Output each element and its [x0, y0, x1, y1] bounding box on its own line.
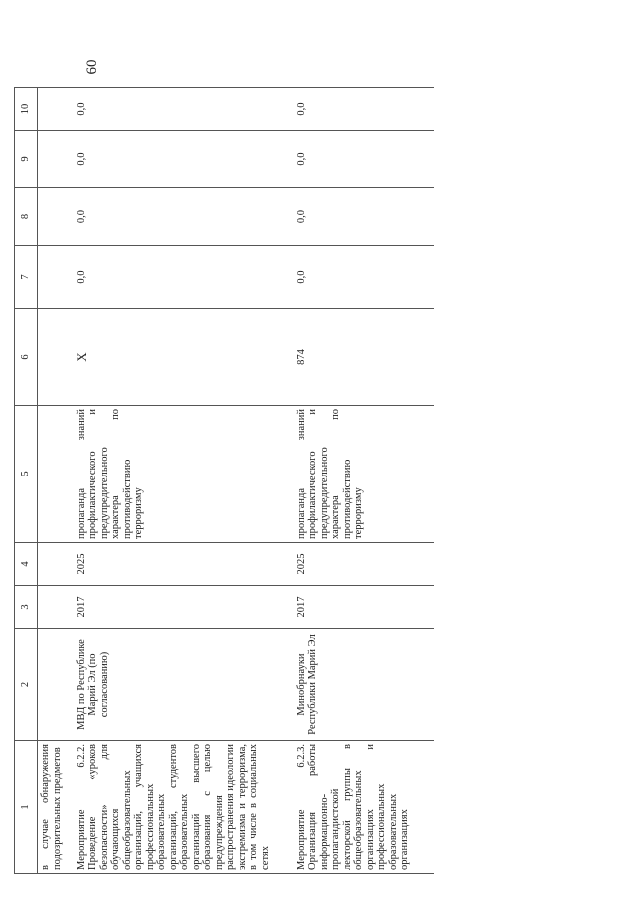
measure-cell: в случае обнаружения подозрительных предметов: [38, 741, 74, 874]
end-year-cell: 2025: [294, 543, 434, 586]
column-header-row: [15, 88, 38, 874]
executor-cell: Минобрнауки Республики Марий Эл: [294, 629, 434, 741]
column-header: 4: [15, 543, 38, 586]
value-cell: [38, 188, 74, 246]
value-cell: 0,0: [294, 131, 434, 188]
result-cell: пропаганда знаний профилактического и предупредительного характера по противодействию терроризму: [294, 406, 434, 543]
value-cell: [38, 246, 74, 309]
value-cell: [38, 131, 74, 188]
indicator-cell: 874: [294, 309, 434, 406]
executor-cell: [38, 629, 74, 741]
value-cell: 0,0: [74, 131, 294, 188]
end-year-cell: 2025: [74, 543, 294, 586]
column-header: 8: [15, 188, 38, 246]
column-header: 9: [15, 131, 38, 188]
indicator-cell: Х: [74, 309, 294, 406]
start-year-cell: 2017: [294, 586, 434, 629]
table-row: [74, 88, 294, 874]
indicator-cell: [38, 309, 74, 406]
column-header: 2: [15, 629, 38, 741]
column-header: 3: [15, 586, 38, 629]
value-cell: 0,0: [294, 188, 434, 246]
column-header: 10: [15, 88, 38, 131]
measure-cell: Мероприятие 6.2.3. Организация работы информационно-пропагандистской лекторской группы в общеобразовательных организациях и профессиональных образовательных организациях: [294, 741, 434, 874]
program-table: [14, 87, 434, 874]
start-year-cell: [38, 586, 74, 629]
result-cell: [38, 406, 74, 543]
value-cell: 0,0: [294, 88, 434, 131]
column-header: 1: [15, 741, 38, 874]
value-cell: 0,0: [74, 88, 294, 131]
table-row: [38, 88, 74, 874]
value-cell: 0,0: [74, 246, 294, 309]
end-year-cell: [38, 543, 74, 586]
value-cell: 0,0: [294, 246, 434, 309]
column-header: 6: [15, 309, 38, 406]
column-header: 7: [15, 246, 38, 309]
value-cell: [38, 88, 74, 131]
value-cell: 0,0: [74, 188, 294, 246]
start-year-cell: 2017: [74, 586, 294, 629]
executor-cell: МВД по Республике Марий Эл (по согласованию): [74, 629, 294, 741]
rotated-page: [0, 52, 540, 902]
column-header: 5: [15, 406, 38, 543]
result-cell: пропаганда знаний профилактического и предупредительного характера по противодействию терроризму: [74, 406, 294, 543]
page-number: 60: [84, 59, 100, 75]
table-row: [294, 88, 434, 874]
measure-cell: Мероприятие 6.2.2. Проведение «уроков безопасности» для обучающихся общеобразовательных организаций, учащихся профессиональных образовательных организаций, студентов образовательных организаций высшего образования с целью предупреждения распространения идеологии экстремизма и терроризма, в том числе в социальных сетях: [74, 741, 294, 874]
